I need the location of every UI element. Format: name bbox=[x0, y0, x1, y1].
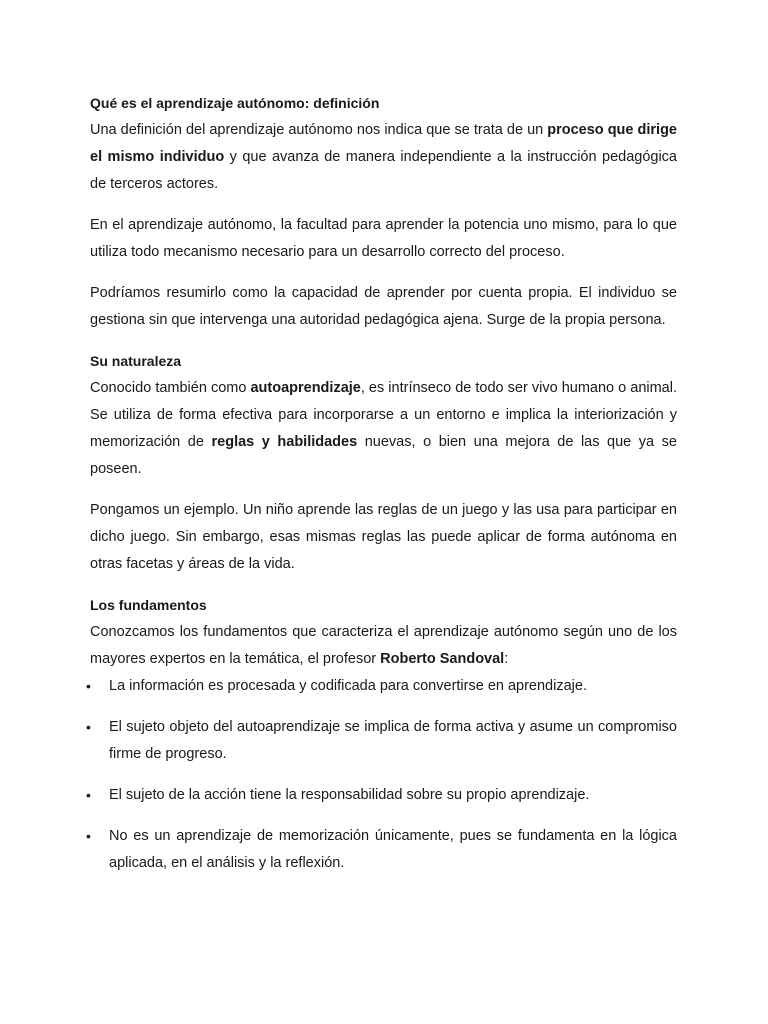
list-item bbox=[86, 714, 677, 768]
list-item bbox=[86, 782, 677, 809]
bullet-icon: • bbox=[86, 719, 91, 735]
paragraph-definicion-1 bbox=[90, 117, 677, 198]
list-item-text: La información es procesada y codificada para convertirse en aprendizaje. bbox=[109, 678, 587, 694]
section-heading-fundamentos: Los fundamentos bbox=[90, 597, 207, 613]
bold-text-run: proceso que dirige el mismo individuo bbox=[90, 122, 678, 165]
list-item bbox=[86, 673, 677, 700]
paragraph-definicion-3 bbox=[90, 280, 677, 334]
bold-text-run: reglas y habilidades bbox=[211, 434, 358, 450]
list-item-text: El sujeto objeto del autoaprendizaje se implica de forma activa y asume un compromiso firme de progreso. bbox=[109, 719, 677, 762]
bold-text-run: autoaprendizaje bbox=[250, 380, 361, 396]
bullet-icon: • bbox=[86, 678, 91, 694]
bold-text-run: Roberto Sandoval bbox=[380, 651, 505, 667]
list-item bbox=[86, 823, 677, 877]
text-run: Conocido también como bbox=[90, 380, 251, 396]
text-run: En el aprendizaje autónomo, la facultad para aprender la potencia uno mismo, para lo que utiliza todo mecanismo necesario para un desarrollo correcto del proceso. bbox=[90, 217, 677, 260]
bullet-icon: • bbox=[86, 787, 91, 803]
paragraph-naturaleza-2 bbox=[90, 497, 677, 578]
list-item-text: No es un aprendizaje de memorización únicamente, pues se fundamenta en la lógica aplicada, en el análisis y la reflexión. bbox=[109, 828, 677, 871]
text-run: Pongamos un ejemplo. Un niño aprende las reglas de un juego y las usa para participar en dicho juego. Sin embargo, esas mismas reglas las puede aplicar de forma autónoma en otras facetas y áreas de la vida. bbox=[90, 502, 677, 572]
section-heading-naturaleza: Su naturaleza bbox=[90, 353, 182, 369]
paragraph-definicion-2 bbox=[90, 212, 677, 266]
text-run: y que avanza de manera independiente a la instrucción pedagógica de terceros actores. bbox=[90, 149, 677, 192]
text-run: Podríamos resumirlo como la capacidad de aprender por cuenta propia. El individuo se gestiona sin que intervenga una autoridad pedagógica ajena. Surge de la propia persona. bbox=[90, 285, 677, 328]
text-run: , es intrínseco de todo ser vivo humano o animal. Se utiliza de forma efectiva para incorporarse a un entorno e implica la interiorización y memorización de bbox=[90, 380, 677, 450]
section-heading-definicion: Qué es el aprendizaje autónomo: definición bbox=[90, 95, 380, 111]
fundamentos-bullet-list bbox=[86, 673, 677, 877]
list-item-text: El sujeto de la acción tiene la responsabilidad sobre su propio aprendizaje. bbox=[109, 787, 590, 803]
text-run: Una definición del aprendizaje autónomo nos indica que se trata de un bbox=[90, 122, 548, 138]
bullet-icon: • bbox=[86, 828, 91, 844]
paragraph-naturaleza-1 bbox=[90, 375, 677, 483]
text-run: nuevas, o bien una mejora de las que ya se poseen. bbox=[90, 434, 677, 477]
text-run: : bbox=[504, 651, 509, 667]
paragraph-fundamentos-1 bbox=[90, 619, 677, 673]
text-run: Conozcamos los fundamentos que caracteriza el aprendizaje autónomo según uno de los mayores expertos en la temática, el profesor bbox=[90, 624, 677, 667]
